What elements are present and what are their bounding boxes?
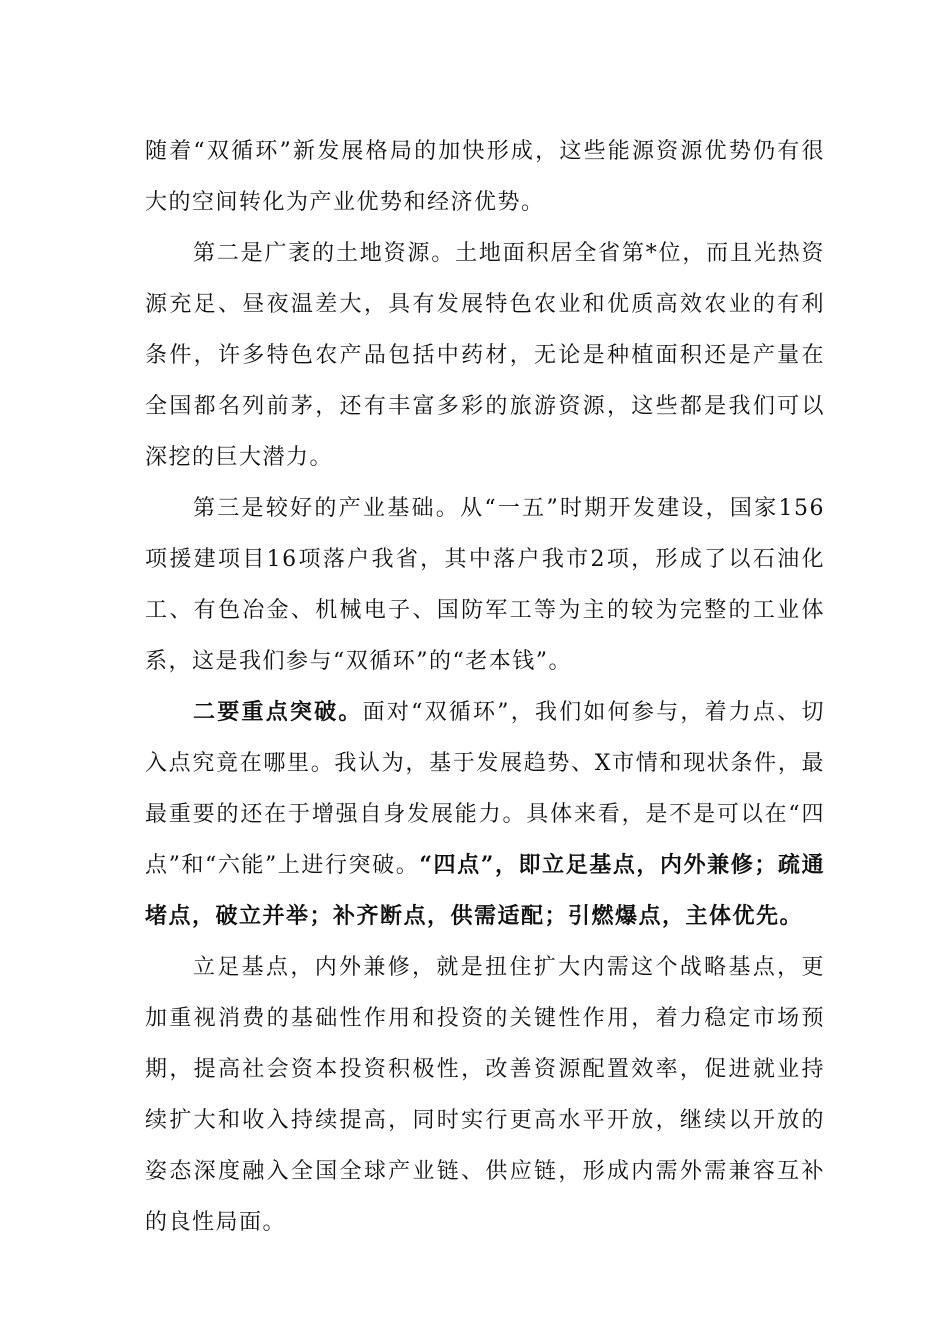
paragraph-energy-advantage: 随着“双循环”新发展格局的加快形成，这些能源资源优势仍有很大的空间转化为产业优势和经济优势。 [145, 139, 825, 215]
breakthrough-body: 面对“双循环”，我们如何参与，着力点、切入点究竟在哪里。我认为，基于发展趋势、X市情和现状条件，最最重要的还在于增强自身发展能力。具体来看，是不是可以在“四点”和“六能”上进行突破。 [145, 700, 825, 878]
breakthrough-heading: 二要重点突破。 [193, 699, 363, 725]
paragraph-key-breakthrough [145, 687, 825, 942]
paragraph-land-resources: 第二是广袤的土地资源。土地面积居全省第*位，而且光热资源充足、昼夜温差大，具有发展特色农业和优质高效农业的有利条件，许多特色农产品包括中药材，无论是种植面积还是产量在全国都名列前茅，还有丰富多彩的旅游资源，这些都是我们可以深挖的巨大潜力。 [145, 241, 825, 470]
paragraph-industrial-base: 第三是较好的产业基础。从“一五”时期开发建设，国家156项援建项目16项落户我省，其中落户我市2项，形成了以石油化工、有色冶金、机械电子、国防军工等为主的较为完整的工业体系，这是我们参与“双循环”的“老本钱”。 [145, 496, 825, 674]
four-points-summary: “四点”，即立足基点，内外兼修；疏通堵点，破立并举；补齐断点，供需适配；引燃爆点，主体优先。 [145, 852, 826, 929]
paragraph-base-point: 立足基点，内外兼修，就是扭住扩大内需这个战略基点，更加重视消费的基础性作用和投资的关键性作用，着力稳定市场预期，提高社会资本投资积极性，改善资源配置效率，促进就业持续扩大和收入持续提高，同时实行更高水平开放，继续以开放的姿态深度融入全国全球产业链、供应链，形成内需外需兼容互补的良性局面。 [145, 955, 825, 1235]
document-page [145, 126, 825, 1248]
